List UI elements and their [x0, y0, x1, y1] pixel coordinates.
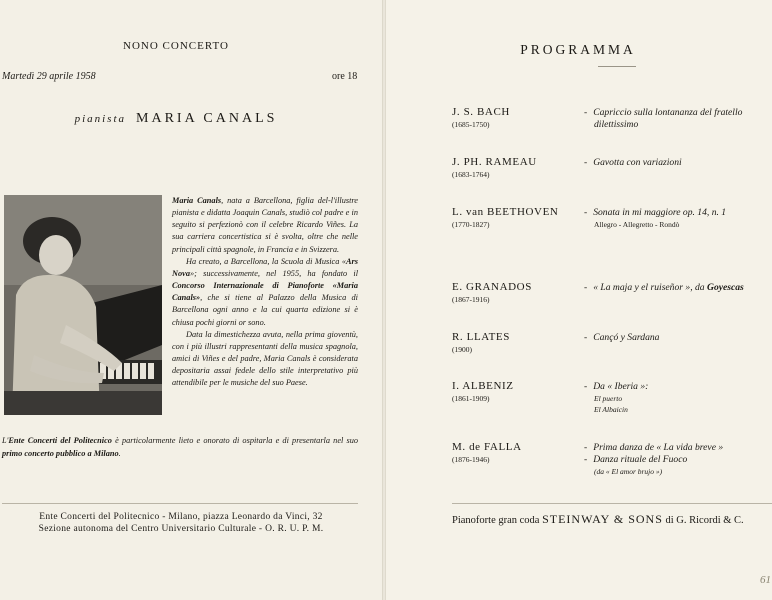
composer-name: J. PH. RAMEAU: [452, 156, 537, 168]
pianist-photo: [4, 195, 162, 415]
bio-concorso: Concorso Internazionale di Pianoforte «Maria Canals»: [172, 281, 358, 303]
composer-years: (1770-1827): [452, 220, 490, 229]
composer-beethoven: [452, 206, 558, 229]
footer-address: Ente Concerti del Politecnico - Milano, piazza Leonardo da Vinci, 32: [39, 512, 323, 522]
composer-rameau: [452, 156, 537, 179]
left-footer-rule: [2, 503, 358, 504]
concert-hour: ore 18: [332, 71, 358, 82]
piece-de-falla: - Prima danza de « La vida breve » - Danza rituale del Fuoco (da « El amor brujo »): [584, 442, 724, 476]
composer-name: E. GRANADOS: [452, 281, 532, 293]
piece-title: Prima danza de « La vida breve »: [593, 442, 724, 453]
note-text-e: .: [118, 448, 121, 458]
piece-source: (da « El amor brujo »): [594, 467, 663, 476]
composer-granados: [452, 281, 532, 304]
pianist-heading: [0, 109, 352, 127]
composer-years: (1876-1946): [452, 455, 490, 464]
piece-llates: - Cançó y Sardana: [584, 332, 660, 343]
concert-title: NONO CONCERTO: [123, 40, 229, 52]
composer-de-falla: [452, 441, 522, 464]
right-page: [384, 0, 772, 600]
piece-title: Da « Iberia »:: [593, 381, 649, 392]
note-first-concert: primo concerto pubblico a Milano: [2, 448, 119, 458]
footer-section: Sezione autonoma del Centro Universitario Culturale - O. R. U. P. M.: [38, 524, 324, 534]
programme-heading: PROGRAMMA: [520, 42, 636, 57]
programme-heading-rule: [598, 66, 636, 67]
piece-movements: Allegro - Allegretto - Rondò: [594, 220, 680, 229]
composer-name: M. de FALLA: [452, 441, 522, 453]
composer-years: (1683-1764): [452, 170, 490, 179]
composer-name: J. S. BACH: [452, 106, 510, 118]
piece-collection: Goyescas: [707, 282, 744, 293]
note-ente: Ente Concerti del Politecnico: [8, 436, 112, 445]
bio-ars-nova: Ars Nova: [172, 256, 358, 278]
piece-sub-1: El puerto: [594, 394, 623, 403]
piece-title: Capriccio sulla lontananza del fratello: [593, 107, 743, 118]
bio-paragraph-2: [172, 256, 358, 329]
piece-rameau: - Gavotta con variazioni: [584, 157, 682, 168]
piece-title: Cançó y Sardana: [593, 332, 660, 343]
bio-paragraph-3: Data la dimestichezza avuta, nella prima gioventù, con i più illustri rappresentanti della musica spagnola, amici di Viñes e del padre, Maria Canals è considerata depositaria assai fedele dello stile interpretativo più attendibile per le musiche del suo Paese.: [172, 329, 358, 388]
bio-text-2c: »; successivamente, nel 1955, ha fondato il: [189, 268, 358, 278]
composer-bach: [452, 106, 510, 129]
composer-name: I. ALBENIZ: [452, 380, 514, 392]
piece-title-2: Danza rituale del Fuoco: [593, 454, 688, 465]
bio-text-1: , nata a Barcellona, figlia del-l'illustre pianista e didatta Joaquin Canals, studiò col padre e in seguito si perfezionò con il celebre Ricardo Viñes. La sua carriera concertistica si è svolta, oltre che nelle principali città spagnole, in Francia e in Svizzera.: [172, 196, 358, 254]
bio-name: Maria Canals: [172, 196, 222, 205]
composer-years: (1685-1750): [452, 120, 490, 129]
presentation-note: [2, 435, 358, 460]
piece-title: Sonata in mi maggiore op. 14, n. 1: [593, 207, 727, 218]
right-footer-rule: [452, 503, 772, 504]
note-text-a: L': [2, 436, 9, 445]
composer-name: L. van BEETHOVEN: [452, 206, 559, 218]
piano-brand: STEINWAY & SONS: [542, 512, 663, 526]
composer-years: (1861-1909): [452, 394, 490, 403]
pianist-biography: [172, 195, 358, 390]
note-text-c: è particolarmente lieto e onorato di ospitarla e di presentarla nel suo: [111, 436, 359, 445]
composer-years: (1867-1916): [452, 295, 490, 304]
composer-years: (1900): [452, 345, 472, 354]
piano-prefix: Pianoforte gran coda: [452, 515, 540, 526]
bio-text-2a: Ha creato, a Barcellona, la Scuola di Musica «: [186, 256, 346, 266]
piece-title: « La maja y el ruiseñor », da: [593, 282, 705, 293]
concert-date: Martedì 29 aprile 1958: [2, 71, 96, 82]
piece-albeniz: - Da « Iberia »: El puerto El Albaicin: [584, 381, 649, 414]
composer-albeniz: [452, 380, 514, 403]
piece-title: Gavotta con variazioni: [593, 157, 682, 168]
piece-title-cont: dilettissimo: [594, 119, 639, 130]
piece-bach: - Capriccio sulla lontananza del fratello dilettissimo: [584, 107, 743, 130]
piece-beethoven: - Sonata in mi maggiore op. 14, n. 1 Allegro - Allegretto - Rondò: [584, 207, 727, 229]
pianist-label: pianista: [74, 113, 127, 125]
composer-llates: [452, 331, 510, 354]
page-fold: [382, 0, 386, 600]
piano-suffix: di G. Ricordi & C.: [665, 515, 744, 526]
pianist-name: MARIA CANALS: [136, 111, 278, 126]
piano-credit: [452, 512, 744, 527]
handwritten-page-mark: 61: [760, 574, 771, 586]
bio-text-2e: , che si tiene al Palazzo della Musica di Barcellona ogni anno e la cui quarta edizione si è chiusa pochi giorni or sono.: [172, 293, 358, 327]
piece-sub-2: El Albaicin: [594, 405, 628, 414]
piece-granados: - « La maja y el ruiseñor », da Goyescas: [584, 282, 744, 293]
composer-name: R. LLATES: [452, 331, 510, 343]
bio-paragraph-1: [172, 195, 358, 256]
